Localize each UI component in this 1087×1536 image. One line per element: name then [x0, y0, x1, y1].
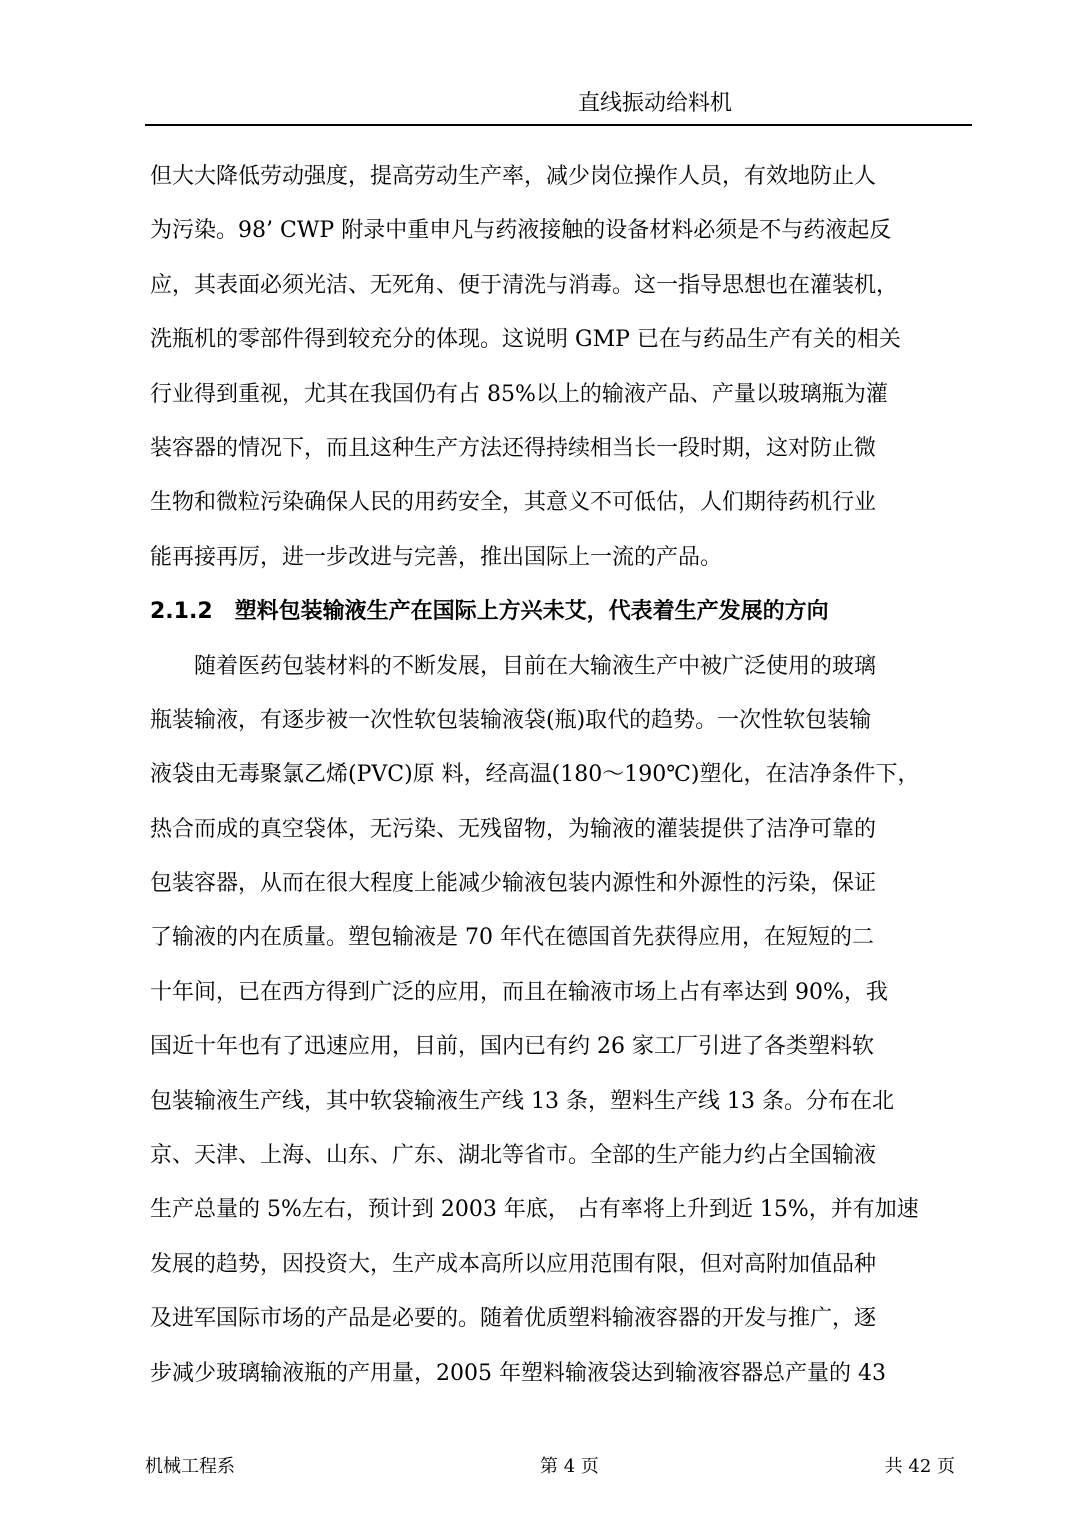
footer-page-number: 第 4 页 — [540, 1456, 599, 1477]
paragraph-line: 瓶装输液，有逐步被一次性软包装输液袋(瓶)取代的趋势。一次性软包装输 — [150, 707, 872, 733]
body-text — [150, 150, 972, 1401]
paragraph-line: 能再接再厉，进一步改进与完善，推出国际上一流的产品。 — [150, 544, 723, 570]
header-title: 直线振动给料机 — [577, 91, 732, 116]
footer-total-pages: 共 42 页 — [884, 1456, 955, 1477]
paragraph-line: 步减少玻璃输液瓶的产用量，2005 年塑料输液袋达到输液容器总产量的 43 — [150, 1360, 886, 1386]
paragraph-line: 了输液的内在质量。塑包输液是 70 年代在德国首先获得应用，在短短的二 — [150, 925, 874, 951]
paragraph-line: 随着医药包装材料的不断发展，目前在大输液生产中被广泛使用的玻璃 — [194, 653, 877, 679]
paragraph-line: 及进军国际市场的产品是必要的。随着优质塑料输液容器的开发与推广，逐 — [150, 1306, 877, 1332]
section-heading: 2.1.2 塑料包装输液生产在国际上方兴未艾，代表着生产发展的方向 — [150, 599, 829, 625]
paragraph-line: 但大大降低劳动强度，提高劳动生产率，减少岗位操作人员，有效地防止人 — [150, 164, 877, 189]
paragraph-line: 国近十年也有了迅速应用，目前，国内已有约 26 家工厂引进了各类塑料软 — [150, 1034, 874, 1060]
paragraph-line: 发展的趋势，因投资大，生产成本高所以应用范围有限，但对高附加值品种 — [150, 1251, 877, 1277]
paragraph-line: 生物和微粒污染确保人民的用药安全，其意义不可低估，人们期待药机行业 — [150, 490, 877, 516]
paragraph-line: 液袋由无毒聚氯乙烯(PVC)原 料，经高温(180～190℃)塑化，在洁净条件下， — [150, 762, 920, 788]
paragraph-line: 包装输液生产线，其中软袋输液生产线 13 条，塑料生产线 13 条。分布在北 — [150, 1088, 894, 1114]
paragraph-line: 京、天津、上海、山东、广东、湖北等省市。全部的生产能力约占全国输液 — [150, 1143, 877, 1169]
paragraph-line: 生产总量的 5%左右，预计到 2003 年底， 占有率将上升到近 15%，并有加速 — [150, 1197, 919, 1223]
footer-department: 机械工程系 — [145, 1456, 235, 1477]
paragraph-line: 包装容器，从而在很大程度上能减少输液包装内源性和外源性的污染，保证 — [150, 871, 877, 897]
paragraph-line: 为污染。98’ CWP 附录中重申凡与药液接触的设备材料必须是不与药液起反 — [150, 218, 892, 244]
page-header — [145, 88, 972, 126]
paragraph-line: 行业得到重视，尤其在我国仍有占 85%以上的输液产品、产量以玻璃瓶为灌 — [150, 381, 888, 407]
page-footer — [145, 1452, 955, 1482]
paragraph-line: 洗瓶机的零部件得到较充分的体现。这说明 GMP 已在与药品生产有关的相关 — [150, 327, 901, 353]
paragraph-line: 装容器的情况下，而且这种生产方法还得持续相当长一段时期，这对防止微 — [150, 435, 877, 461]
paragraph-line: 应，其表面必须光洁、无死角、便于清洗与消毒。这一指导思想也在灌装机， — [150, 272, 899, 298]
paragraph-line: 热合而成的真空袋体，无污染、无残留物，为输液的灌装提供了洁净可靠的 — [150, 816, 877, 842]
paragraph-line: 十年间，已在西方得到广泛的应用，而且在输液市场上占有率达到 90%，我 — [150, 979, 888, 1005]
